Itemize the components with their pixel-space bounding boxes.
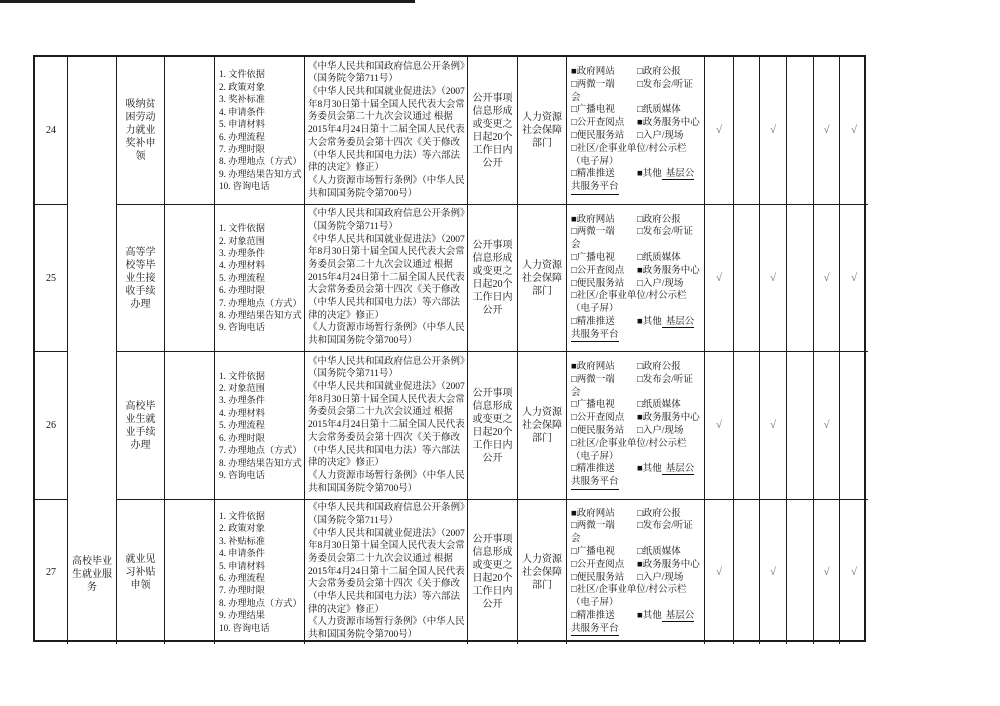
legal-basis-paragraph: 《人力资源市场暂行条例》（中华人民共和国国务院令第700号） xyxy=(308,470,465,494)
channel-option-line xyxy=(571,451,702,464)
other-channel-value: 共服务平台 xyxy=(571,623,619,637)
content-item: 10. 咨询电话 xyxy=(219,181,270,192)
channel-option: □公开查阅点 xyxy=(571,413,625,424)
check-cell xyxy=(760,57,787,205)
disclosure-content-cell xyxy=(215,500,305,644)
channel-option-line xyxy=(571,278,702,291)
channel-option: 会 xyxy=(571,92,581,103)
channel-option-line xyxy=(571,520,702,533)
channel-option: □两微一端 xyxy=(571,79,615,90)
channel-option: □精准推送 xyxy=(571,169,615,180)
channel-option-right xyxy=(637,463,694,476)
content-item: 1. 文件依据 xyxy=(219,510,265,521)
content-item: 1. 文件依据 xyxy=(219,370,265,381)
legal-basis-paragraph: 《中华人民共和国政府信息公开条例》（国务院令第711号） xyxy=(308,209,465,232)
channel-option-line xyxy=(571,239,702,252)
check-cell xyxy=(760,205,787,352)
channel-option: □精准推送 xyxy=(571,464,615,475)
channel-option-line xyxy=(571,168,702,181)
check-cell xyxy=(705,500,734,644)
check-mark: √ xyxy=(715,271,723,284)
content-item: 6. 办理时限 xyxy=(219,285,265,296)
channel-option: □发布会/听证 xyxy=(637,521,693,532)
item-name-cell xyxy=(117,57,165,205)
channel-option-right xyxy=(637,508,681,521)
content-item: 9. 办理结果 xyxy=(219,610,265,621)
cropped-row-edge xyxy=(0,0,415,3)
content-item: 3. 办理条件 xyxy=(219,395,265,406)
channel-option: □两微一端 xyxy=(571,227,615,238)
channel-option: □广播电视 xyxy=(571,400,615,411)
legal-basis-cell xyxy=(305,205,468,352)
channel-option: □发布会/听证 xyxy=(637,374,693,385)
legal-basis-paragraph: 《中华人民共和国政府信息公开条例》（国务院令第711号） xyxy=(308,356,465,380)
channel-option-right xyxy=(637,610,694,623)
channel-option: □社区/企事业单位/村公示栏 xyxy=(571,143,687,154)
legal-basis-cell xyxy=(305,352,468,500)
channel-option-line xyxy=(571,508,702,521)
channel-option-right xyxy=(637,117,700,130)
channel-option-right xyxy=(637,546,681,559)
channel-option: □纸质媒体 xyxy=(637,252,681,263)
legal-basis-paragraph: 《中华人民共和国政府信息公开条例》（国务院令第711号） xyxy=(308,503,465,526)
channel-option-right xyxy=(637,130,683,143)
channel-option: ■政务服务中心 xyxy=(637,413,700,424)
channel-option-right xyxy=(637,252,681,265)
channel-option: （电子屏） xyxy=(571,304,619,315)
channel-option: □社区/企事业单位/村公示栏 xyxy=(571,291,687,302)
department-text: 人力资源社会保障部门 xyxy=(522,259,562,297)
channel-option: ■政府网站 xyxy=(571,508,615,519)
item-name: 高等学校等毕业生接收手续办理 xyxy=(125,246,156,310)
channel-option-line xyxy=(571,476,702,490)
content-item: 5. 办理流程 xyxy=(219,420,265,431)
channel-option-line xyxy=(571,79,702,92)
channel-option-line xyxy=(571,316,702,329)
item-name: 就业见习补贴申领 xyxy=(125,553,156,591)
legal-basis-paragraph: 《中华人民共和国就业促进法》（2007年8月30日第十届全国人民代表大会常务委员会第二十九次会议通过 根据2015年4月24日第十二届全国人民代表大会常务委员会第十四次《关于修改（中华人民共和国电力法）等六部法律的决定》修正） xyxy=(308,87,465,174)
channel-option: 会 xyxy=(571,534,581,545)
channel-option-line xyxy=(571,290,702,303)
content-item: 4. 办理材料 xyxy=(219,407,265,418)
disclosure-channels-cell xyxy=(567,500,705,644)
channel-option: □两微一端 xyxy=(571,521,615,532)
channel-option: ■其他 xyxy=(637,169,662,180)
disclosure-channels-cell xyxy=(567,205,705,352)
disclosure-time-cell xyxy=(468,57,518,205)
content-item: 10. 咨询电话 xyxy=(219,622,270,633)
content-item: 7. 办理地点（方式） xyxy=(219,297,302,308)
legal-basis-paragraph: 《中华人民共和国就业促进法》（2007年8月30日第十届全国人民代表大会常务委员会第二十九次会议通过 根据2015年4月24日第十二届全国人民代表大会常务委员会第十四次《关于修改（中华人民共和国电力法）等六部法律的决定》修正） xyxy=(308,234,465,321)
channel-option-right xyxy=(637,361,681,374)
channel-option: □便民服务站 xyxy=(571,572,625,583)
content-item: 2. 对象范围 xyxy=(219,235,265,246)
content-item: 8. 办理结果告知方式 xyxy=(219,310,302,321)
channel-option-line xyxy=(571,412,702,425)
channel-option: □两微一端 xyxy=(571,374,615,385)
channel-option-right xyxy=(637,168,694,181)
channel-option-right xyxy=(637,425,683,438)
check-cell xyxy=(705,352,734,500)
disclosure-content-cell xyxy=(215,57,305,205)
channel-option-right xyxy=(637,66,681,79)
channel-option: □公开查阅点 xyxy=(571,559,625,570)
check-cell xyxy=(814,57,840,205)
check-mark: √ xyxy=(769,271,777,284)
channel-option-right xyxy=(637,374,693,387)
content-item: 5. 申请材料 xyxy=(219,119,265,130)
category-group-cell xyxy=(68,57,117,644)
channel-option-line xyxy=(571,181,702,195)
channel-option: □政府公报 xyxy=(637,362,681,373)
check-cell xyxy=(734,352,760,500)
check-cell xyxy=(814,500,840,644)
channel-option-line xyxy=(571,572,702,585)
channel-option: □广播电视 xyxy=(571,105,615,116)
channel-option: （电子屏） xyxy=(571,451,619,462)
other-channel-value: 基层公 xyxy=(662,169,695,180)
check-cell xyxy=(760,352,787,500)
check-mark: √ xyxy=(850,565,858,578)
channel-option: □发布会/听证 xyxy=(637,227,693,238)
blank-cell xyxy=(165,352,215,500)
channel-option-right xyxy=(637,278,683,291)
channel-option: ■政务服务中心 xyxy=(637,559,700,570)
channel-option-line xyxy=(571,425,702,438)
channel-option-right xyxy=(637,572,683,585)
channel-option-right xyxy=(637,104,681,117)
disclosure-time-text: 公开事项信息形成或变更之日起20个工作日内公开 xyxy=(472,387,513,464)
legal-basis-paragraph: 《中华人民共和国政府信息公开条例》（国务院令第711号） xyxy=(308,61,465,85)
content-item: 7. 办理地点（方式） xyxy=(219,445,302,456)
channel-option-right xyxy=(637,559,700,572)
check-cell xyxy=(840,500,868,644)
channel-option-line xyxy=(571,399,702,412)
check-mark: √ xyxy=(715,565,723,578)
channel-option: □发布会/听证 xyxy=(637,79,693,90)
check-cell xyxy=(705,57,734,205)
channel-option-line xyxy=(571,117,702,130)
channel-option: □便民服务站 xyxy=(571,426,625,436)
responsible-department-cell xyxy=(518,205,567,352)
channel-option: □广播电视 xyxy=(571,546,615,557)
channel-option-line xyxy=(571,156,702,169)
content-item: 3. 办理条件 xyxy=(219,247,265,258)
channel-option: （电子屏） xyxy=(571,156,619,167)
channel-option-line xyxy=(571,387,702,400)
category-group-label: 高校毕业生就业服务 xyxy=(72,556,112,593)
content-item: 7. 办理时限 xyxy=(219,143,265,154)
channel-option: 会 xyxy=(571,387,581,398)
legal-basis-paragraph: 《中华人民共和国就业促进法》（2007年8月30日第十届全国人民代表大会常务委员会第二十九次会议通过 根据2015年4月24日第十二届全国人民代表大会常务委员会第十四次《关于修改（中华人民共和国电力法）等六部法律的决定》修正） xyxy=(308,528,465,615)
channel-option-line xyxy=(571,374,702,387)
channel-option-right xyxy=(637,399,681,412)
check-cell xyxy=(814,352,840,500)
channel-option: ■政府网站 xyxy=(571,362,615,373)
check-mark: √ xyxy=(823,419,830,431)
channel-option: □便民服务站 xyxy=(571,131,625,141)
check-cell xyxy=(840,352,868,500)
legal-basis-paragraph: 《人力资源市场暂行条例》（中华人民共和国国务院令第700号） xyxy=(308,323,465,347)
channel-option: □政府公报 xyxy=(637,214,681,225)
channel-option-right xyxy=(637,79,693,92)
disclosure-table xyxy=(33,55,866,642)
other-channel-value: 共服务平台 xyxy=(571,476,619,490)
channel-option: （电子屏） xyxy=(571,598,619,609)
channel-option: □便民服务站 xyxy=(571,278,625,289)
channel-option-line xyxy=(571,559,702,572)
item-name-cell xyxy=(117,500,165,644)
row-number-cell xyxy=(35,57,68,205)
content-item: 5. 办理流程 xyxy=(219,272,265,283)
responsible-department-cell xyxy=(518,500,567,644)
check-mark: √ xyxy=(823,271,830,284)
disclosure-content-cell xyxy=(215,352,305,500)
item-name: 吸纳贫困劳动力就业奖补申领 xyxy=(125,99,156,162)
department-text: 人力资源社会保障部门 xyxy=(522,553,562,591)
check-cell xyxy=(840,57,868,205)
other-channel-value: 基层公 xyxy=(662,317,695,328)
check-mark: √ xyxy=(715,419,723,431)
content-item: 1. 文件依据 xyxy=(219,223,265,234)
check-mark: √ xyxy=(850,124,858,136)
content-item: 4. 办理材料 xyxy=(219,260,265,271)
channel-option: □精准推送 xyxy=(571,316,615,327)
channel-option: ■政府网站 xyxy=(571,67,615,78)
check-cell xyxy=(787,500,814,644)
check-cell xyxy=(734,57,760,205)
disclosure-time-cell xyxy=(468,352,518,500)
channel-option-line xyxy=(571,214,702,227)
channel-option: 会 xyxy=(571,240,581,251)
row-number-cell xyxy=(35,500,68,644)
check-cell xyxy=(787,352,814,500)
channel-option: ■政务服务中心 xyxy=(637,265,700,276)
disclosure-channels-cell xyxy=(567,57,705,205)
row-number: 27 xyxy=(46,566,56,578)
row-number: 25 xyxy=(46,272,56,284)
channel-option: □纸质媒体 xyxy=(637,400,681,411)
other-channel-value: 基层公 xyxy=(662,611,695,622)
content-item: 2. 政策对象 xyxy=(219,523,265,534)
channel-option: □纸质媒体 xyxy=(637,105,681,116)
content-item: 4. 申请条件 xyxy=(219,106,265,117)
check-mark: √ xyxy=(769,419,777,431)
other-channel-value: 共服务平台 xyxy=(571,329,619,343)
content-item: 2. 政策对象 xyxy=(219,81,265,92)
legal-basis-paragraph: 《中华人民共和国就业促进法》（2007年8月30日第十届全国人民代表大会常务委员会第二十九次会议通过 根据2015年4月24日第十二届全国人民代表大会常务委员会第十四次《关于修改（中华人民共和国电力法）等六部法律的决定》修正） xyxy=(308,382,465,469)
channel-option-line xyxy=(571,252,702,265)
row-number-cell xyxy=(35,352,68,500)
check-mark: √ xyxy=(823,565,830,578)
channel-option: ■政务服务中心 xyxy=(637,118,700,129)
check-cell xyxy=(787,205,814,352)
channel-option: □入户/现场 xyxy=(637,426,684,436)
responsible-department-cell xyxy=(518,352,567,500)
channel-option-line xyxy=(571,623,702,637)
blank-cell xyxy=(165,500,215,644)
channel-option-line xyxy=(571,361,702,374)
check-cell xyxy=(840,205,868,352)
content-item: 7. 办理时限 xyxy=(219,585,265,596)
content-item: 3. 补贴标准 xyxy=(219,535,265,546)
channel-option-line xyxy=(571,463,702,476)
channel-option-line xyxy=(571,92,702,105)
channel-option: ■其他 xyxy=(637,610,662,621)
channel-option-line xyxy=(571,533,702,546)
content-item: 9. 咨询电话 xyxy=(219,322,265,333)
channel-option-line xyxy=(571,546,702,559)
content-item: 9. 办理结果告知方式 xyxy=(219,168,302,179)
check-mark: √ xyxy=(769,565,777,578)
channel-option-line xyxy=(571,329,702,343)
item-name-cell xyxy=(117,205,165,352)
item-name: 高校毕业生就业手续办理 xyxy=(125,400,156,451)
disclosure-channels-cell xyxy=(567,352,705,500)
channel-option-line xyxy=(571,438,702,451)
disclosure-time-cell xyxy=(468,205,518,352)
channel-option-line xyxy=(571,584,702,597)
item-name-cell xyxy=(117,352,165,500)
legal-basis-cell xyxy=(305,500,468,644)
check-cell xyxy=(734,205,760,352)
channel-option: ■政府网站 xyxy=(571,214,615,225)
department-text: 人力资源社会保障部门 xyxy=(522,407,562,444)
channel-option-right xyxy=(637,316,694,329)
content-item: 8. 办理结果告知方式 xyxy=(219,457,302,468)
responsible-department-cell xyxy=(518,57,567,205)
channel-option-line xyxy=(571,597,702,610)
channel-option-line xyxy=(571,303,702,316)
legal-basis-cell xyxy=(305,57,468,205)
other-channel-value: 共服务平台 xyxy=(571,181,619,195)
channel-option: ■其他 xyxy=(637,464,662,475)
content-item: 8. 办理地点（方式） xyxy=(219,597,302,608)
channel-option: □精准推送 xyxy=(571,610,615,621)
content-item: 2. 对象范围 xyxy=(219,383,265,394)
disclosure-time-text: 公开事项信息形成或变更之日起20个工作日内公开 xyxy=(472,240,513,316)
check-cell xyxy=(787,57,814,205)
channel-option-line xyxy=(571,143,702,156)
channel-option-line xyxy=(571,226,702,239)
channel-option: □社区/企事业单位/村公示栏 xyxy=(571,585,687,596)
channel-option: □入户/现场 xyxy=(637,572,684,583)
content-item: 8. 办理地点（方式） xyxy=(219,156,302,167)
channel-option: □入户/现场 xyxy=(637,131,684,141)
channel-option-line xyxy=(571,130,702,143)
channel-option: □政府公报 xyxy=(637,508,681,519)
other-channel-value: 基层公 xyxy=(662,464,695,475)
row-number: 26 xyxy=(46,420,56,431)
channel-option: □广播电视 xyxy=(571,252,615,263)
content-item: 4. 申请条件 xyxy=(219,548,265,559)
channel-option-right xyxy=(637,520,693,533)
channel-option: □政府公报 xyxy=(637,67,681,78)
disclosure-time-cell xyxy=(468,500,518,644)
channel-option: □纸质媒体 xyxy=(637,546,681,557)
channel-option-right xyxy=(637,226,693,239)
channel-option: □公开查阅点 xyxy=(571,265,625,276)
channel-option: □入户/现场 xyxy=(637,278,684,289)
channel-option: □公开查阅点 xyxy=(571,118,625,129)
blank-cell xyxy=(165,57,215,205)
check-cell xyxy=(734,500,760,644)
channel-option-line xyxy=(571,610,702,623)
disclosure-time-text: 公开事项信息形成或变更之日起20个工作日内公开 xyxy=(472,534,513,610)
content-item: 3. 奖补标准 xyxy=(219,94,265,105)
content-item: 6. 办理时限 xyxy=(219,432,265,443)
check-mark: √ xyxy=(769,124,777,136)
channel-option: □社区/企事业单位/村公示栏 xyxy=(571,438,687,449)
check-mark: √ xyxy=(823,124,830,136)
content-item: 6. 办理流程 xyxy=(219,573,265,583)
content-item: 6. 办理流程 xyxy=(219,131,265,142)
legal-basis-paragraph: 《人力资源市场暂行条例》（中华人民共和国国务院令第700号） xyxy=(308,175,465,199)
check-cell xyxy=(705,205,734,352)
check-mark: √ xyxy=(715,124,723,136)
row-number-cell xyxy=(35,205,68,352)
content-item: 1. 文件依据 xyxy=(219,69,265,80)
disclosure-time-text: 公开事项信息形成或变更之日起20个工作日内公开 xyxy=(472,92,513,169)
disclosure-content-cell xyxy=(215,205,305,352)
row-number: 24 xyxy=(46,125,56,136)
channel-option-right xyxy=(637,265,700,278)
content-item: 5. 申请材料 xyxy=(219,560,265,571)
department-text: 人力资源社会保障部门 xyxy=(522,112,562,149)
check-mark: √ xyxy=(850,271,858,284)
channel-option-line xyxy=(571,66,702,79)
channel-option-line xyxy=(571,104,702,117)
check-cell xyxy=(760,500,787,644)
content-item: 9. 咨询电话 xyxy=(219,469,265,480)
channel-option-right xyxy=(637,412,700,425)
channel-option-right xyxy=(637,214,681,227)
channel-option-line xyxy=(571,265,702,278)
blank-cell xyxy=(165,205,215,352)
channel-option: ■其他 xyxy=(637,316,662,327)
check-cell xyxy=(814,205,840,352)
legal-basis-paragraph: 《人力资源市场暂行条例》（中华人民共和国国务院令第700号） xyxy=(308,617,465,641)
